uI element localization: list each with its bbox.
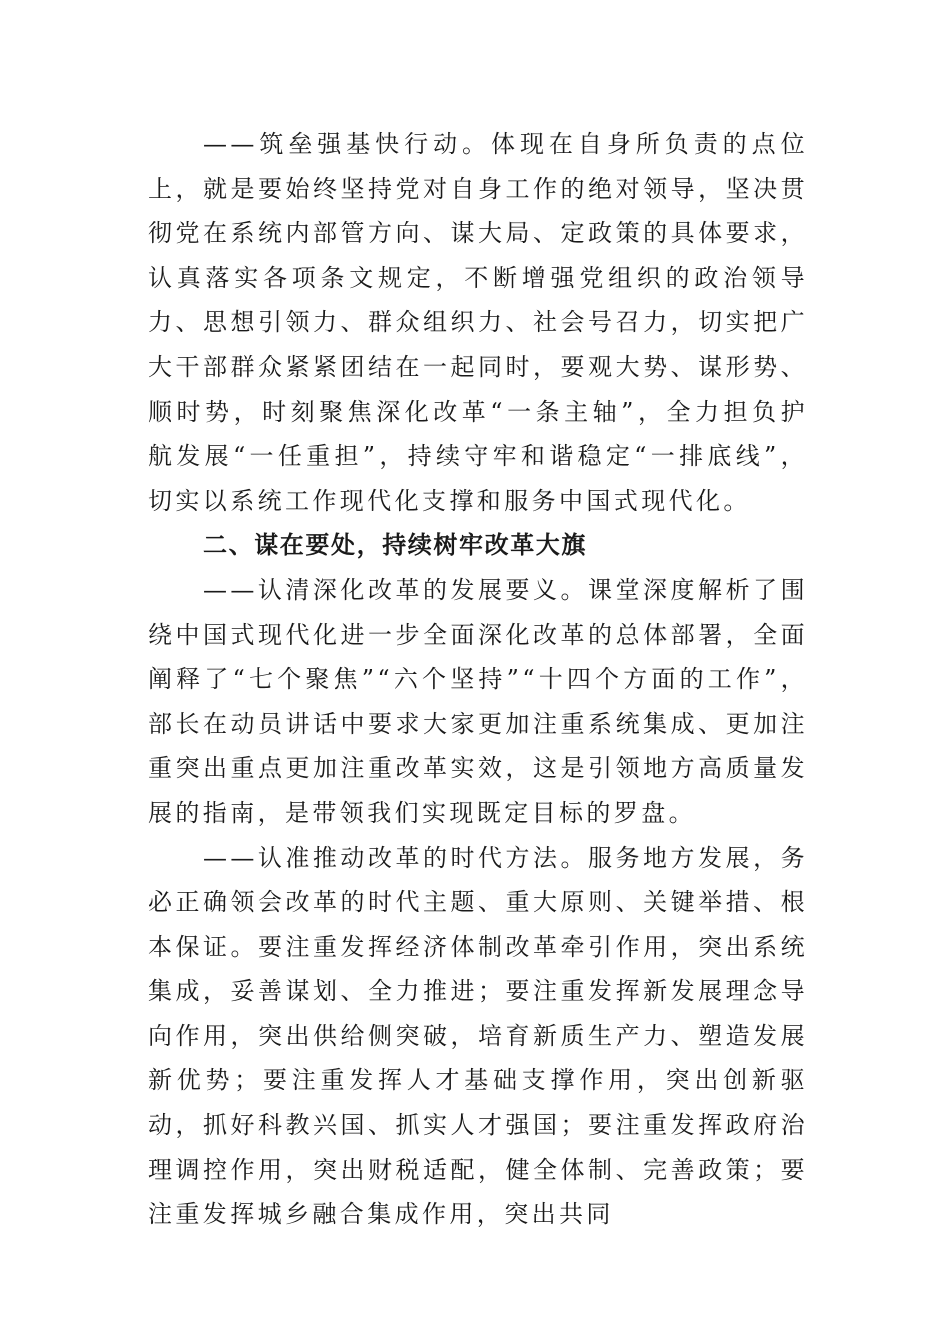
- paragraph-fortify-foundation: ——筑垒强基快行动。体现在自身所负责的点位上，就是要始终坚持党对自身工作的绝对领导，坚决贯彻党在系统内部管方向、谋大局、定政策的具体要求，认真落实各项条文规定，不断增强党组织的政治领导力、思想引领力、群众组织力、社会号召力，切实把广大干部群众紧紧团结在一起同时，要观大势、谋形势、顺时势，时刻聚焦深化改革“一条主轴”，全力担负护航发展“一任重担”，持续守牢和谐稳定“一排底线”，切实以系统工作现代化支撑和服务中国式现代化。: [148, 130, 808, 515]
- section-heading-reform-banner: 二、谋在要处，持续树牢改革大旗: [203, 531, 587, 560]
- paragraph-reform-methods: ——认准推动改革的时代方法。服务地方发展，务必正确领会改革的时代主题、重大原则、关键举措、根本保证。要注重发挥经济体制改革牵引作用，突出系统集成，妥善谋划、全力推进；要注重发挥新发展理念导向作用，突出供给侧突破，培育新质生产力、塑造发展新优势；要注重发挥人才基础支撑作用，突出创新驱动，抓好科教兴国、抓实人才强国；要注重发挥政府治理调控作用，突出财税适配，健全体制、完善政策；要注重发挥城乡融合集成作用，突出共同: [148, 843, 808, 1229]
- paragraph-reform-significance: ——认清深化改革的发展要义。课堂深度解析了围绕中国式现代化进一步全面深化改革的总体部署，全面阐释了“七个聚焦”“六个坚持”“十四个方面的工作”，部长在动员讲话中要求大家更加注重系统集成、更加注重突出重点更加注重改革实效，这是引领地方高质量发展的指南，是带领我们实现既定目标的罗盘。: [148, 575, 808, 827]
- document-page: [148, 122, 808, 1237]
